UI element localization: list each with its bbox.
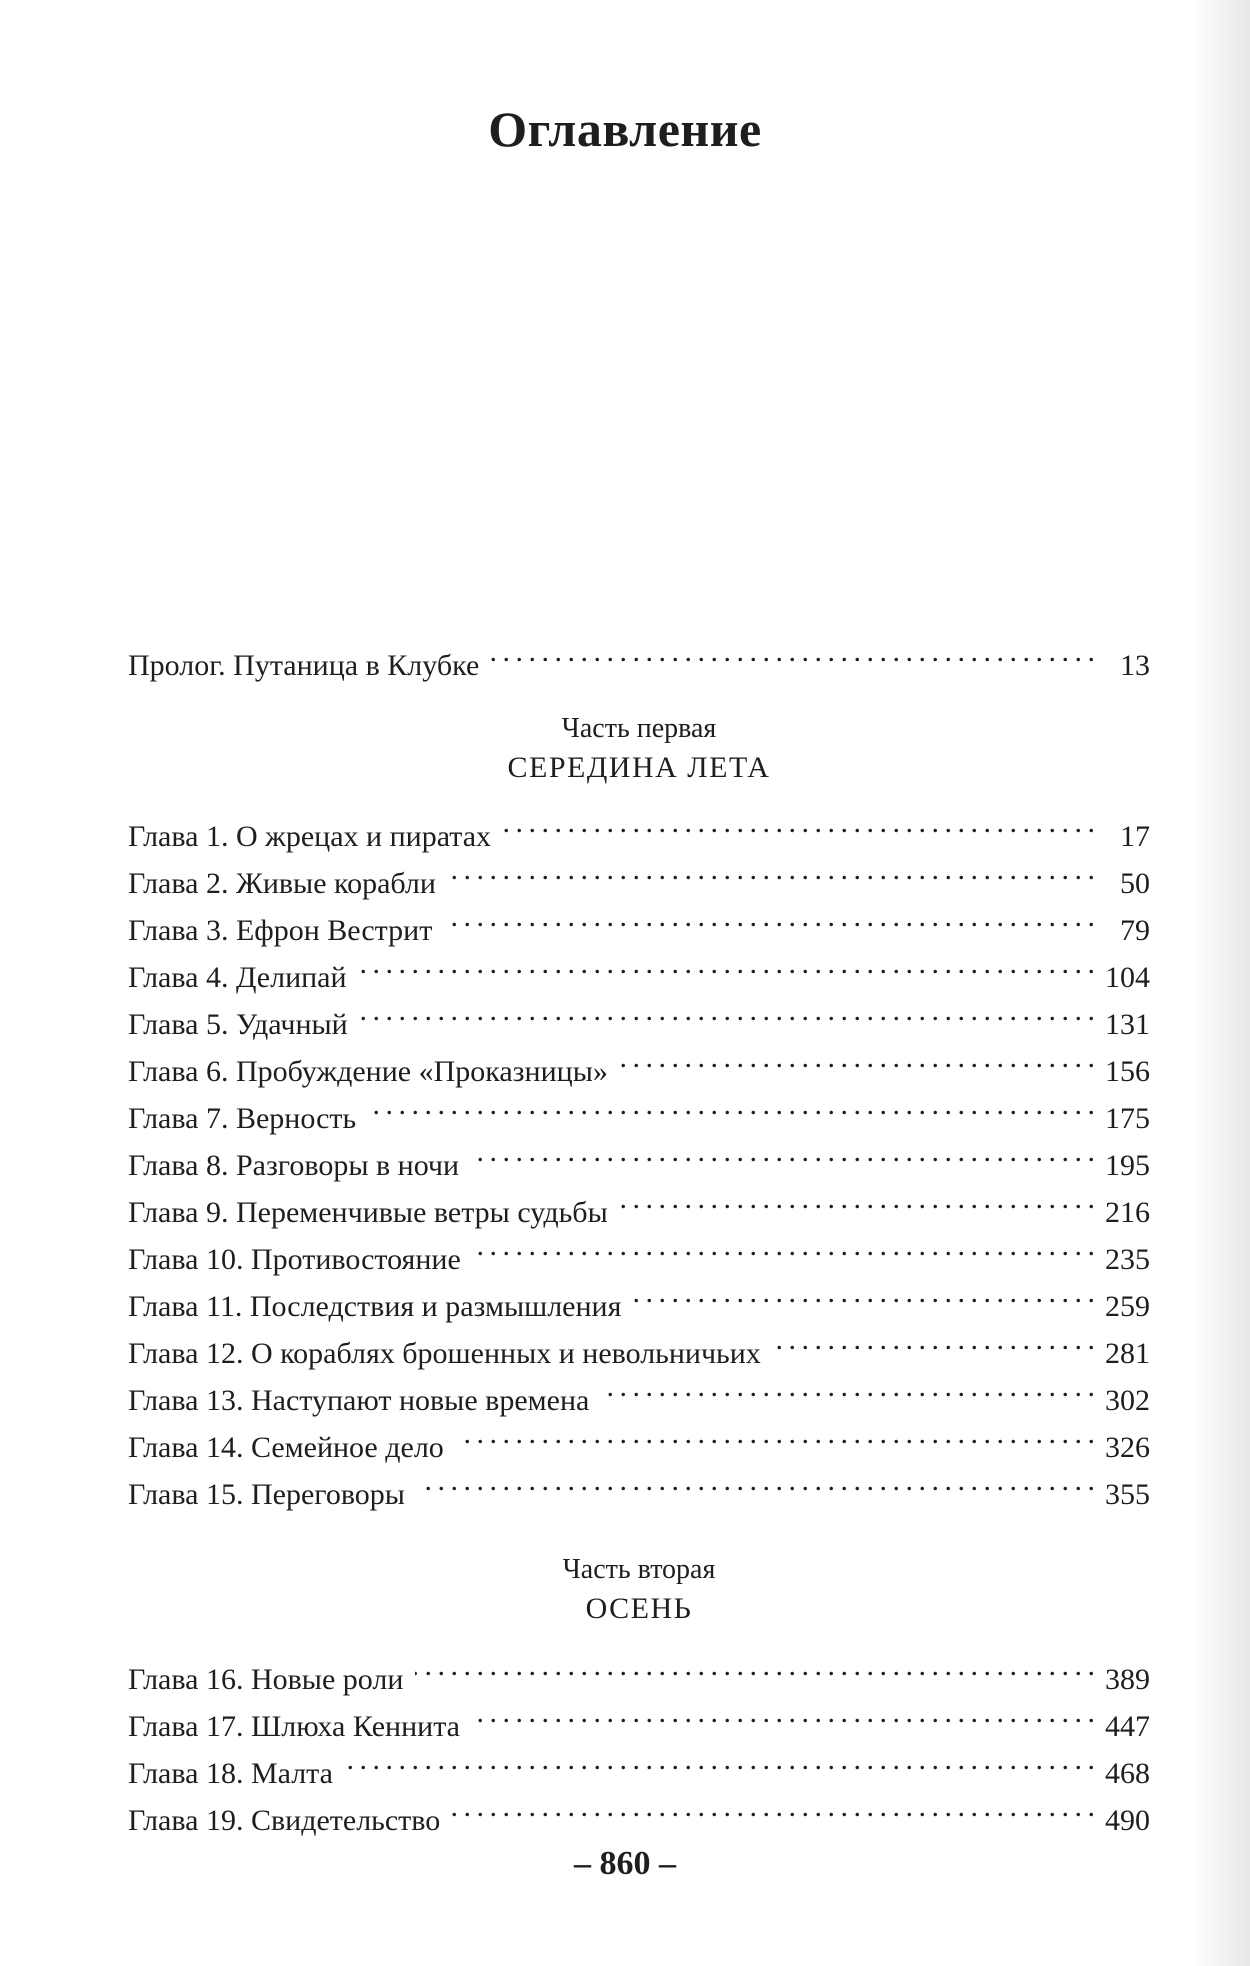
toc-entry-page: 13 [1120, 649, 1150, 682]
toc-entry-label: Глава 17. Шлюха Кеннита [128, 1710, 460, 1743]
table-of-contents [128, 628, 1150, 1837]
toc-entry-page: 447 [1105, 1710, 1150, 1743]
toc-entry-page: 302 [1105, 1384, 1150, 1417]
toc-entry-page: 259 [1105, 1290, 1150, 1323]
toc-entry-label: Глава 14. Семейное дело [128, 1431, 444, 1464]
dot-leader [473, 1222, 1094, 1269]
toc-entry-label: Глава 13. Наступают новые времена [128, 1384, 590, 1417]
toc-entry-page: 490 [1105, 1804, 1150, 1837]
dot-leader [491, 628, 1094, 675]
toc-entry-label: Глава 8. Разговоры в ночи [128, 1149, 460, 1182]
toc-entry-label: Глава 1. О жрецах и пиратах [128, 820, 492, 853]
toc-entry-page: 326 [1105, 1431, 1150, 1464]
dot-leader [417, 1457, 1094, 1504]
dot-leader [620, 1175, 1094, 1222]
toc-entry-label: Глава 3. Ефрон Вестрит [128, 914, 433, 947]
dot-leader [452, 1783, 1094, 1830]
dot-leader [633, 1269, 1094, 1316]
toc-entry-label: Глава 9. Переменчивые ветры судьбы [128, 1196, 608, 1229]
toc-entry-page: 79 [1120, 914, 1150, 947]
toc-entry-prologue[interactable] [128, 628, 1150, 682]
toc-entry-page: 281 [1105, 1337, 1150, 1370]
toc-entry-label: Глава 19. Свидетельство [128, 1804, 441, 1837]
part-heading-1 [128, 711, 1150, 789]
dot-leader [345, 1736, 1094, 1783]
toc-entry-page: 216 [1105, 1196, 1150, 1229]
dot-leader [368, 1081, 1094, 1128]
page-title: Оглавление [488, 101, 762, 157]
dot-leader [415, 1642, 1094, 1689]
toc-entry-label: Глава 12. О кораблях брошенных и невольничьих [128, 1337, 761, 1370]
toc-entry-label: Глава 16. Новые роли [128, 1663, 404, 1696]
page-number: – 860 – [574, 1845, 676, 1882]
toc-entry-page: 104 [1105, 961, 1150, 994]
dot-leader [773, 1316, 1094, 1363]
part-label: Часть первая [561, 713, 717, 744]
dot-leader [360, 987, 1094, 1034]
toc-entry-label: Пролог. Путаница в Клубке [128, 649, 480, 682]
toc-entry-chapter-1[interactable] [128, 799, 1150, 853]
page-edge-shadow [1190, 0, 1250, 1966]
dot-leader [620, 1034, 1094, 1081]
toc-entry-page: 195 [1105, 1149, 1150, 1182]
toc-entry-page: 156 [1105, 1055, 1150, 1088]
toc-entry-page: 17 [1120, 820, 1150, 853]
part-title: СЕРЕДИНА ЛЕТА [507, 751, 771, 784]
part-label: Часть вторая [562, 1554, 716, 1585]
toc-entry-page: 389 [1105, 1663, 1150, 1696]
dot-leader [503, 799, 1094, 846]
toc-entry-label: Глава 2. Живые корабли [128, 867, 436, 900]
dot-leader [472, 1689, 1094, 1736]
dot-leader [444, 893, 1094, 940]
toc-entry-chapter-16[interactable] [128, 1642, 1150, 1696]
dot-leader [601, 1363, 1094, 1410]
dot-leader [359, 940, 1094, 987]
toc-entry-page: 355 [1105, 1478, 1150, 1511]
toc-entry-page: 235 [1105, 1243, 1150, 1276]
part-heading-2 [128, 1552, 1150, 1630]
toc-entry-page: 50 [1120, 867, 1150, 900]
toc-entry-page: 175 [1105, 1102, 1150, 1135]
toc-entry-label: Глава 18. Малта [128, 1757, 333, 1790]
toc-entry-page: 468 [1105, 1757, 1150, 1790]
toc-entry-label: Глава 4. Делипай [128, 961, 347, 994]
dot-leader [456, 1410, 1094, 1457]
dot-leader [471, 1128, 1094, 1175]
toc-entry-label: Глава 7. Верность [128, 1102, 357, 1135]
toc-entry-label: Глава 6. Пробуждение «Проказницы» [128, 1055, 608, 1088]
dot-leader [448, 846, 1094, 893]
part-title: ОСЕНЬ [585, 1592, 693, 1625]
toc-entry-page: 131 [1105, 1008, 1150, 1041]
toc-entry-label: Глава 11. Последствия и размышления [128, 1290, 622, 1323]
toc-entry-label: Глава 15. Переговоры [128, 1478, 405, 1511]
toc-entry-label: Глава 10. Противостояние [128, 1243, 461, 1276]
toc-entry-label: Глава 5. Удачный [128, 1008, 348, 1041]
